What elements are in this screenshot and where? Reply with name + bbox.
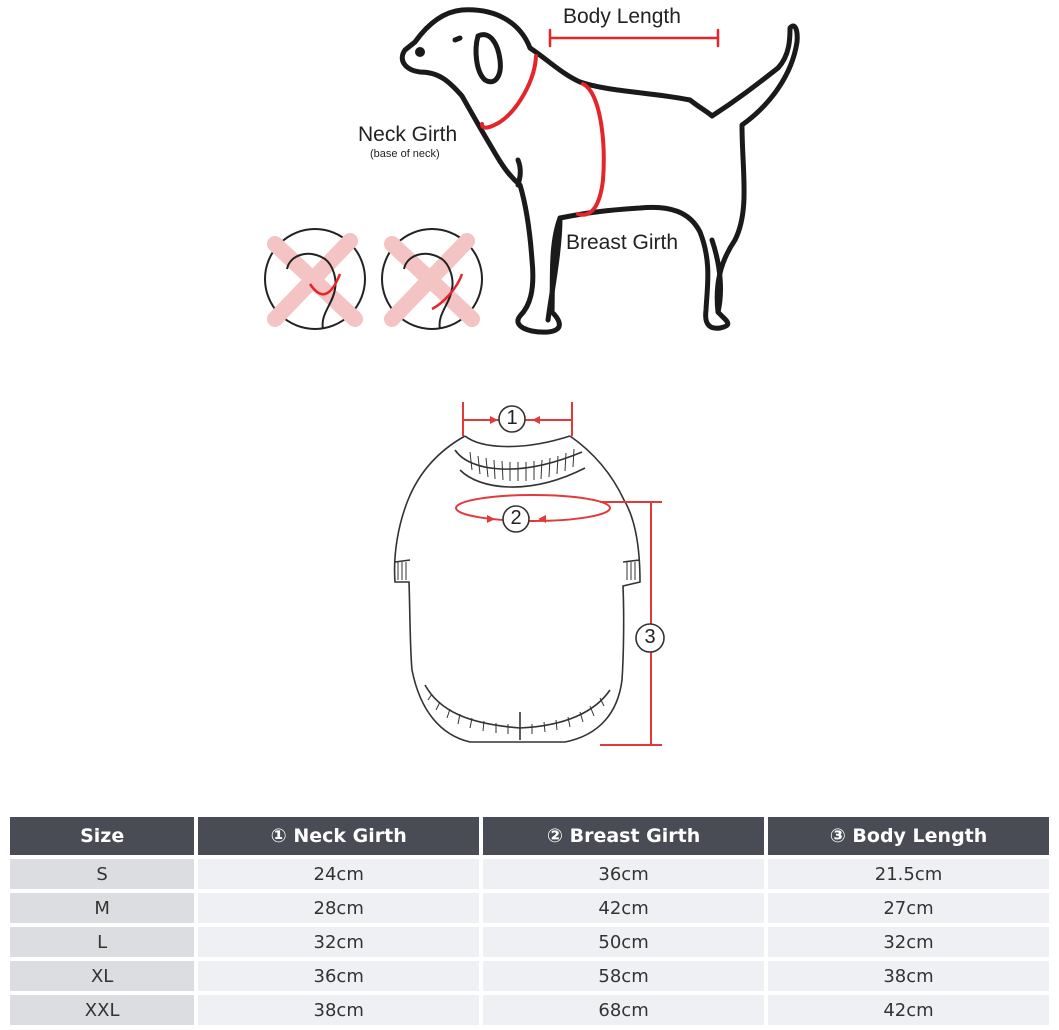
breast-girth-label: Breast Girth	[566, 231, 679, 254]
header-size: Size	[10, 817, 194, 855]
breast-cell: 58cm	[483, 961, 764, 991]
marker-1-label: 1	[506, 407, 518, 429]
table-row	[10, 859, 1049, 889]
table-row	[10, 995, 1049, 1025]
header-body-length: ③ Body Length	[768, 817, 1049, 855]
body-length-label: Body Length	[563, 5, 681, 28]
table-row	[10, 893, 1049, 923]
size-table	[6, 813, 1053, 1029]
table-row	[10, 961, 1049, 991]
breast-cell: 36cm	[483, 859, 764, 889]
neck-cell: 32cm	[198, 927, 479, 957]
neck-cell: 36cm	[198, 961, 479, 991]
size-table-header-row	[10, 817, 1049, 855]
header-breast-girth: ② Breast Girth	[483, 817, 764, 855]
neck-girth-note: (base of neck)	[370, 148, 440, 160]
size-cell: XXL	[10, 995, 194, 1025]
neck-cell: 24cm	[198, 859, 479, 889]
neck-girth-label: Neck Girth	[358, 123, 458, 146]
breast-cell: 68cm	[483, 995, 764, 1025]
neck-cell: 38cm	[198, 995, 479, 1025]
neck-cell: 28cm	[198, 893, 479, 923]
marker-2-label: 2	[510, 507, 522, 529]
size-cell: L	[10, 927, 194, 957]
length-cell: 27cm	[768, 893, 1049, 923]
garment-outline	[395, 436, 640, 742]
table-row	[10, 927, 1049, 957]
header-neck-girth: ① Neck Girth	[198, 817, 479, 855]
length-cell: 21.5cm	[768, 859, 1049, 889]
breast-measure-line	[456, 495, 610, 521]
size-cell: M	[10, 893, 194, 923]
breast-cell: 42cm	[483, 893, 764, 923]
length-cell: 32cm	[768, 927, 1049, 957]
length-cell: 38cm	[768, 961, 1049, 991]
length-cell: 42cm	[768, 995, 1049, 1025]
size-cell: XL	[10, 961, 194, 991]
size-cell: S	[10, 859, 194, 889]
breast-cell: 50cm	[483, 927, 764, 957]
marker-3-label: 3	[644, 626, 656, 648]
